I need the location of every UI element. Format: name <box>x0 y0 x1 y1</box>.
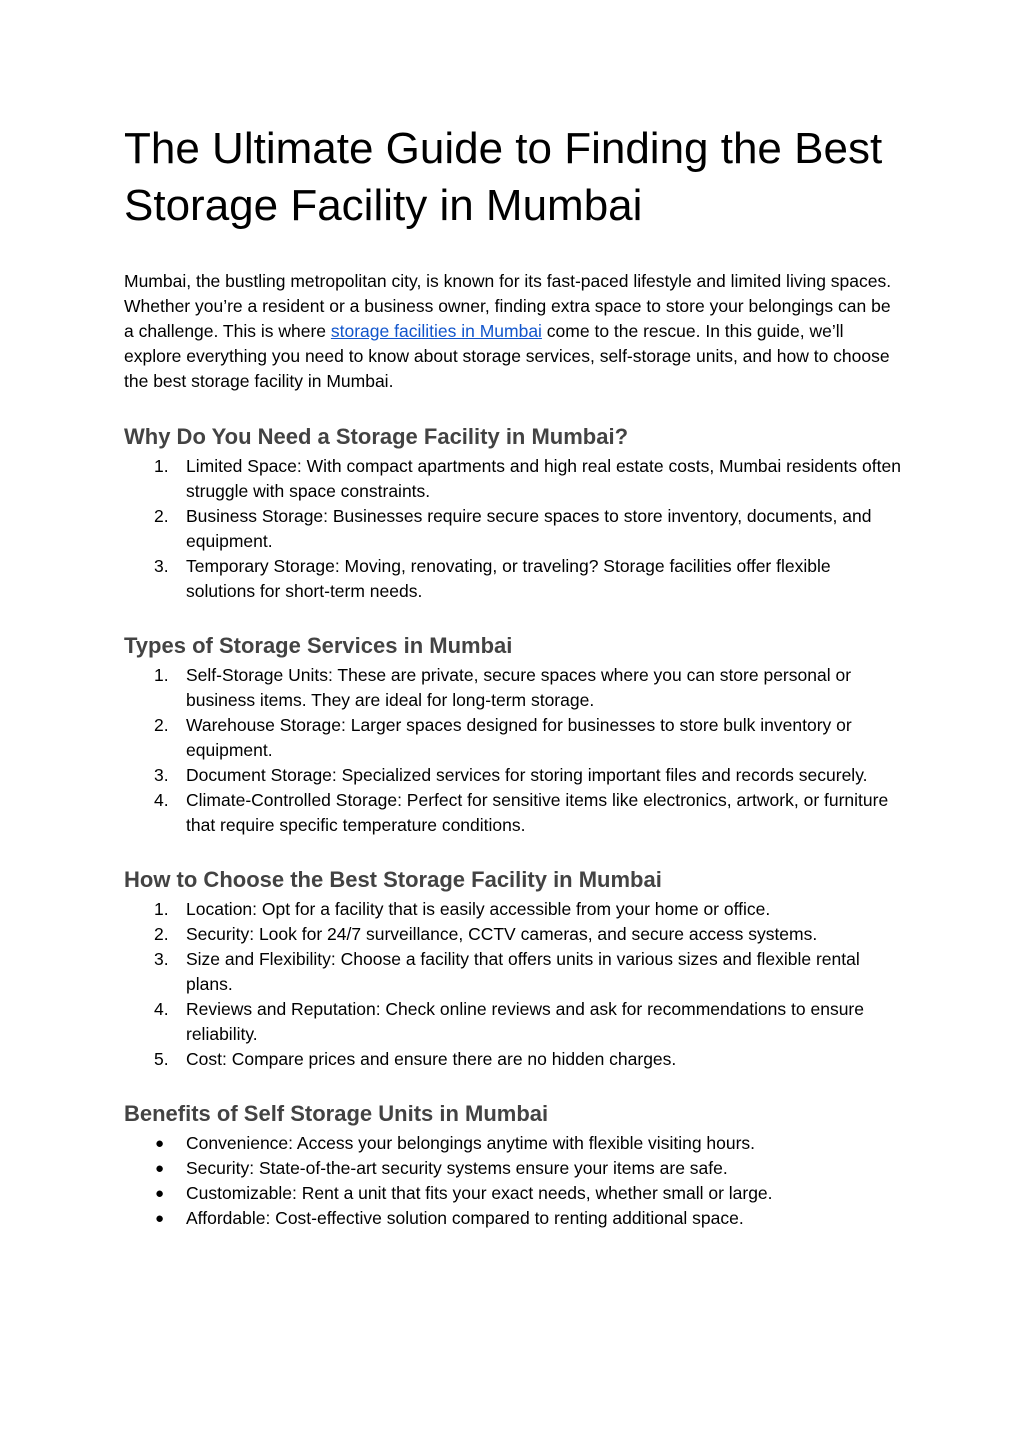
list-item <box>124 713 904 763</box>
list-number: 2. <box>154 505 169 526</box>
list-number: 2. <box>154 714 169 735</box>
list-item <box>124 454 904 504</box>
list-item-text: Convenience: Access your belongings anytime with flexible visiting hours. <box>186 1132 756 1153</box>
section-heading-how-to-choose: How to Choose the Best Storage Facility in Mumbai <box>124 866 662 892</box>
list-item-text: Climate-Controlled Storage: Perfect for sensitive items like electronics, artwork, or furniture that require specific temperature conditions. <box>186 789 889 835</box>
list-item <box>124 1047 904 1072</box>
list-item-text: Size and Flexibility: Choose a facility that offers units in various sizes and flexible rental plans. <box>186 948 860 994</box>
list-item <box>124 997 904 1047</box>
list-item-text: Affordable: Cost-effective solution compared to renting additional space. <box>186 1207 744 1228</box>
section-heading-types-of-storage: Types of Storage Services in Mumbai <box>124 632 513 658</box>
list-item <box>124 1156 904 1181</box>
list-item-text: Limited Space: With compact apartments and high real estate costs, Mumbai residents often struggle with space constraints. <box>186 455 901 501</box>
list-item-text: Self-Storage Units: These are private, secure spaces where you can store personal or business items. They are ideal for long-term storage. <box>186 664 852 710</box>
document-title: The Ultimate Guide to Finding the Best Storage Facility in Mumbai <box>124 124 883 230</box>
list-number: 3. <box>154 764 169 785</box>
list-number: 1. <box>154 664 169 685</box>
storage-facilities-link[interactable]: storage facilities in Mumbai <box>330 320 542 341</box>
list-item-text: Location: Opt for a facility that is easily accessible from your home or office. <box>186 898 771 919</box>
list-number: 5. <box>154 1048 169 1069</box>
bullet-icon: ● <box>155 1159 165 1177</box>
list-number: 1. <box>154 898 169 919</box>
list-item <box>124 897 904 922</box>
list-item-text: Warehouse Storage: Larger spaces designed for businesses to store bulk inventory or equipment. <box>186 714 852 760</box>
list-item <box>124 763 904 788</box>
list-number: 1. <box>154 455 169 476</box>
list-number: 4. <box>154 789 169 810</box>
list-item <box>124 663 904 713</box>
list-item-text: Security: State-of-the-art security systems ensure your items are safe. <box>186 1157 728 1178</box>
list-number: 4. <box>154 998 169 1019</box>
list-item-text: Temporary Storage: Moving, renovating, or traveling? Storage facilities offer flexible solutions for short-term needs. <box>186 555 831 601</box>
list-number: 3. <box>154 555 169 576</box>
bullet-icon: ● <box>155 1209 165 1227</box>
types-of-storage-list <box>124 663 904 838</box>
list-item <box>124 947 904 997</box>
list-item-text: Reviews and Reputation: Check online reviews and ask for recommendations to ensure reliability. <box>186 998 864 1044</box>
bullet-icon: ● <box>155 1134 165 1152</box>
intro-paragraph <box>124 269 904 394</box>
bullet-icon: ● <box>155 1184 165 1202</box>
list-item <box>124 1206 904 1231</box>
section-heading-benefits: Benefits of Self Storage Units in Mumbai <box>124 1100 549 1126</box>
list-item <box>124 504 904 554</box>
section-heading-why-need-storage: Why Do You Need a Storage Facility in Mumbai? <box>124 423 629 449</box>
document-page <box>124 120 904 1231</box>
list-item <box>124 922 904 947</box>
list-item <box>124 1181 904 1206</box>
list-item-text: Document Storage: Specialized services for storing important files and records securely. <box>186 764 868 785</box>
list-item-text: Customizable: Rent a unit that fits your exact needs, whether small or large. <box>186 1182 773 1203</box>
list-number: 2. <box>154 923 169 944</box>
intro-text-before-link: Mumbai, the bustling metropolitan city, is known for its fast-paced lifestyle and limited living spaces. Whether you’re a resident or a business owner, finding extra space to store your belongings can be a challenge. This is where <box>124 271 892 341</box>
benefits-list <box>124 1131 904 1231</box>
list-number: 3. <box>154 948 169 969</box>
list-item-text: Security: Look for 24/7 surveillance, CCTV cameras, and secure access systems. <box>186 923 818 944</box>
list-item <box>124 788 904 838</box>
why-need-storage-list <box>124 454 904 604</box>
list-item-text: Cost: Compare prices and ensure there are no hidden charges. <box>186 1048 677 1069</box>
how-to-choose-list <box>124 897 904 1072</box>
intro-text-after-link: come to the rescue. In this guide, we’ll explore everything you need to know about storage services, self-storage units, and how to choose the best storage facility in Mumbai. <box>124 320 890 391</box>
list-item-text: Business Storage: Businesses require secure spaces to store inventory, documents, and equipment. <box>186 505 872 551</box>
list-item <box>124 554 904 604</box>
list-item <box>124 1131 904 1156</box>
